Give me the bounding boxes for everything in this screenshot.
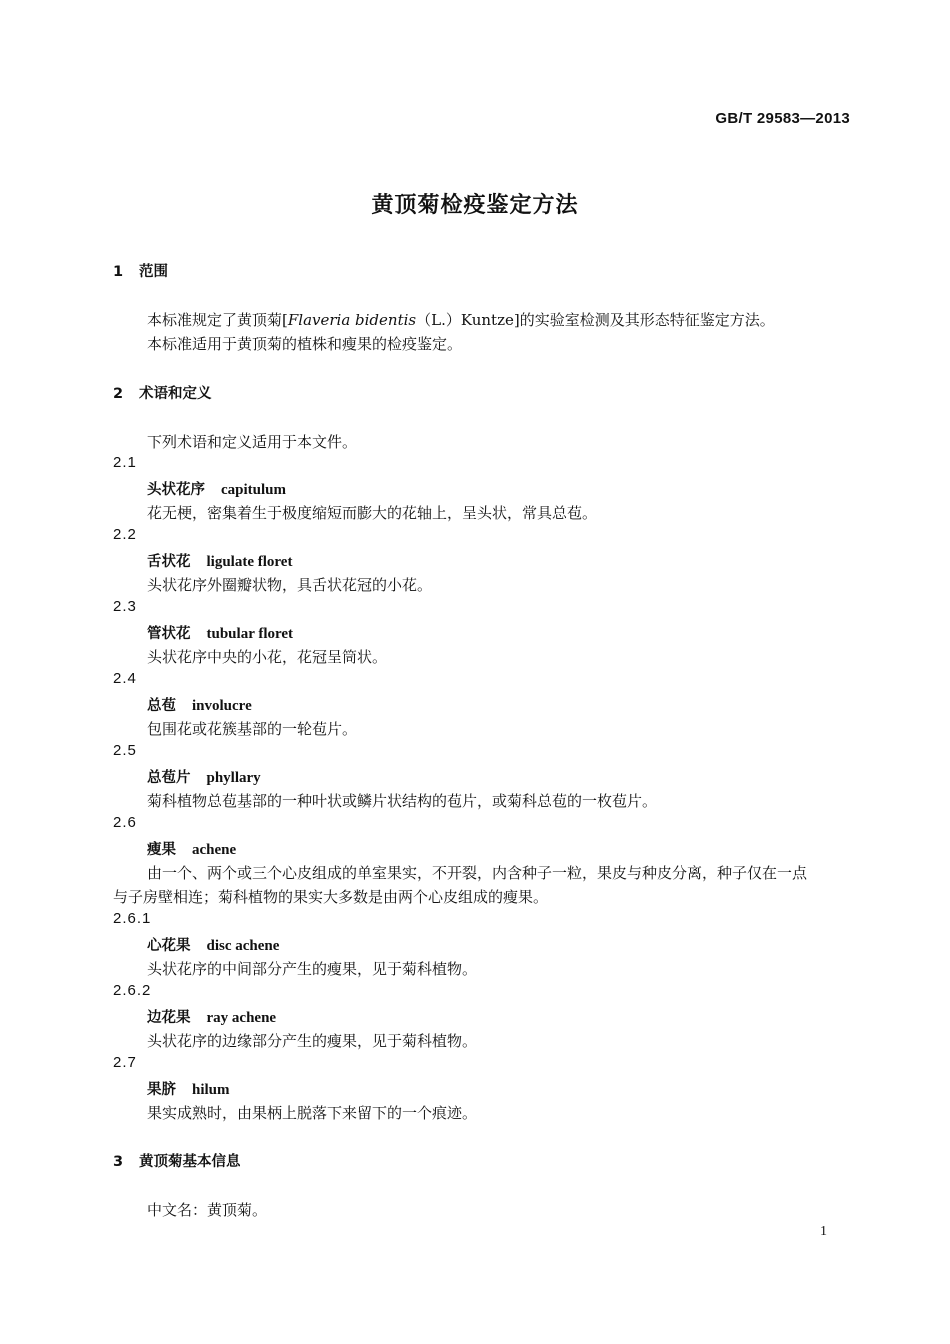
term-definition: 头状花序外圈瓣状物，具舌状花冠的小花。 (147, 576, 433, 594)
term-definition-line-2: 与子房壁相连；菊科植物的果实大多数是由两个心皮组成的瘦果。 (113, 888, 549, 906)
term-zh: 头状花序 (147, 482, 205, 498)
term-en: tubular floret (206, 626, 294, 642)
term-en: achene (192, 842, 237, 858)
section-number: 2 (113, 386, 124, 402)
section-3-paragraph-1: 中文名：黄顶菊。 (147, 1201, 268, 1219)
term-en: involucre (192, 698, 252, 714)
term-heading (147, 478, 286, 499)
term-definition: 头状花序中央的小花，花冠呈筒状。 (147, 648, 388, 666)
term-zh: 总苞片 (147, 770, 191, 786)
term-en: capitulum (221, 482, 287, 498)
term-number: 2.3 (113, 598, 137, 615)
term-definition: 头状花序的中间部分产生的瘦果，见于菊科植物。 (147, 960, 478, 978)
term-heading (147, 1078, 230, 1099)
term-en: hilum (192, 1082, 230, 1098)
term-zh: 边花果 (147, 1010, 191, 1026)
term-definition: 花无梗，密集着生于极度缩短而膨大的花轴上，呈头状，常具总苞。 (147, 504, 598, 522)
term-number: 2.1 (113, 454, 137, 471)
author-citation: （L.）Kuntze (416, 311, 514, 329)
term-definition: 包围花或花簇基部的一轮苞片。 (147, 720, 358, 738)
section-1-paragraph-1 (147, 309, 775, 330)
term-number: 2.4 (113, 670, 137, 687)
term-en: ray achene (206, 1010, 277, 1026)
text: ]的实验室检测及其形态特征鉴定方法。 (513, 311, 775, 329)
section-1-paragraph-2: 本标准适用于黄顶菊的植株和瘦果的检疫鉴定。 (147, 335, 463, 353)
term-number: 2.6 (113, 814, 137, 831)
term-zh: 舌状花 (147, 554, 191, 570)
page-number: 1 (820, 1224, 827, 1239)
term-zh: 果脐 (147, 1082, 176, 1098)
term-zh: 管状花 (147, 626, 191, 642)
term-number: 2.6.2 (113, 982, 152, 999)
term-heading (147, 622, 293, 643)
term-en: ligulate floret (206, 554, 293, 570)
document-title: 黄顶菊检疫鉴定方法 (371, 193, 579, 218)
term-zh: 瘦果 (147, 842, 176, 858)
term-heading (147, 766, 261, 787)
term-heading (147, 550, 292, 571)
standard-code: GB/T 29583—2013 (715, 110, 850, 127)
term-en: phyllary (206, 770, 261, 786)
term-heading (147, 838, 236, 859)
text: 本标准规定了黄顶菊[ (147, 311, 288, 329)
section-2-intro: 下列术语和定义适用于本文件。 (147, 433, 358, 451)
section-2-heading (113, 382, 212, 403)
term-heading (147, 934, 279, 955)
term-number: 2.2 (113, 526, 137, 543)
section-3-heading (113, 1150, 241, 1171)
section-number: 3 (113, 1154, 124, 1170)
term-zh: 总苞 (147, 698, 176, 714)
term-heading (147, 694, 252, 715)
latin-name: Flaveria bidentis (287, 311, 417, 329)
section-title: 黄顶菊基本信息 (139, 1154, 241, 1170)
term-number: 2.5 (113, 742, 137, 759)
term-en: disc achene (206, 938, 280, 954)
term-definition-line-1: 由一个、两个或三个心皮组成的单室果实，不开裂，内含种子一粒，果皮与种皮分离，种子仅在一点 (147, 864, 808, 882)
section-title: 范围 (139, 264, 168, 280)
term-heading (147, 1006, 276, 1027)
term-definition: 头状花序的边缘部分产生的瘦果，见于菊科植物。 (147, 1032, 478, 1050)
term-definition: 菊科植物总苞基部的一种叶状或鳞片状结构的苞片，或菊科总苞的一枚苞片。 (147, 792, 658, 810)
section-1-heading (113, 260, 168, 281)
section-number: 1 (113, 264, 124, 280)
term-definition: 果实成熟时，由果柄上脱落下来留下的一个痕迹。 (147, 1104, 478, 1122)
term-number: 2.6.1 (113, 910, 152, 927)
term-number: 2.7 (113, 1054, 137, 1071)
term-zh: 心花果 (147, 938, 191, 954)
section-title: 术语和定义 (139, 386, 212, 402)
